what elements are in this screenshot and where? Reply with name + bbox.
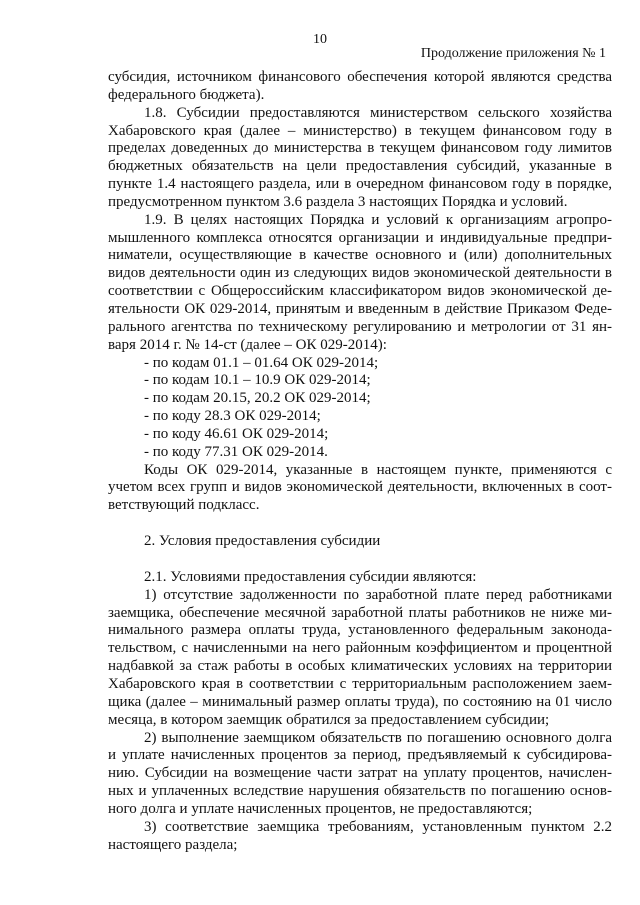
text-line: ниматели, осуществляющие в качестве основного и (или) дополнительных — [108, 247, 612, 264]
text-line: субсидия, источником финансового обеспечения которой являются средства — [108, 69, 612, 85]
text-line: надбавкой за стаж работы в особых климатических условиях на территории — [108, 658, 612, 675]
text-line: Хабаровского края (далее – министерство) в текущем финансовом году в — [108, 122, 612, 139]
text-line: ветствующий подкласс. — [108, 497, 260, 514]
page-number: 10 — [313, 32, 327, 47]
text-line: 1.8. Субсидии предоставляются министерством сельского хозяйства — [144, 104, 612, 121]
text-line: ятельности ОК 029-2014, принятым и введенным в действие Приказом Феде- — [108, 300, 612, 317]
text-line: мышленного комплекса относятся организации и индивидуальные предпри- — [108, 229, 612, 246]
text-line: настоящего раздела; — [108, 836, 238, 853]
text-line: месяца, в котором заемщик обратился за предоставлением субсидии; — [108, 711, 550, 728]
text-line: щика (далее – минимальный размер оплаты труда), по состоянию на 01 число — [108, 693, 612, 710]
text-line: и уплате начисленных процентов за период, предъявляемый к субсидирова- — [108, 747, 612, 764]
text-line: бюджетных обязательств на цели предоставления субсидий, указанные в — [108, 158, 612, 175]
body-text — [108, 69, 612, 854]
text-line: 3) соответствие заемщика требованиям, установленным пунктом 2.2 — [144, 818, 612, 835]
text-line: рального агентства по техническому регулированию и метрологии от 31 ян- — [108, 318, 612, 335]
paragraph-gap — [108, 551, 612, 569]
text-line: нию. Субсидии на возмещение части затрат на уплату процентов, начислен- — [108, 765, 612, 782]
text-line: 2) выполнение заемщиком обязательств по погашению основного долга — [144, 729, 612, 746]
text-line: нимального размера оплаты труда, установленного федеральным законода- — [108, 622, 612, 639]
list-item: - по коду 46.61 ОК 029-2014; — [144, 425, 329, 442]
text-line: 1.9. В целях настоящих Порядка и условий к организациям агропро- — [144, 211, 612, 228]
list-item: - по кодам 01.1 – 01.64 ОК 029-2014; — [144, 354, 379, 371]
list-item: - по коду 77.31 ОК 029-2014. — [144, 443, 328, 460]
text-line: 1) отсутствие задолженности по заработной плате перед работниками — [144, 586, 612, 603]
text-line: Коды ОК 029-2014, указанные в настоящем пункте, применяются с — [144, 461, 612, 478]
text-line: учетом всех групп и видов экономической деятельности, включенных в соот- — [108, 479, 612, 496]
list-item: - по кодам 10.1 – 10.9 ОК 029-2014; — [144, 372, 371, 389]
text-line: видов деятельности один из следующих видов экономической деятельности в — [108, 265, 612, 282]
text-line: ного долга и уплате начисленных процентов, не предоставляются; — [108, 800, 533, 817]
text-line: заемщика, обеспечение месячной заработной платы работников не ниже ми- — [108, 604, 612, 621]
text-line: пределах доведенных до министерства в текущем финансовом году лимитов — [108, 140, 612, 157]
text-line: Хабаровского края в соответствии с территориальным расположением заем- — [108, 676, 612, 692]
text-line: тельством, с начисленными на него районным коэффициентом и процентной — [108, 640, 612, 657]
section-heading: 2. Условия предоставления субсидии — [144, 533, 381, 550]
running-head: Продолжение приложения № 1 — [420, 46, 606, 61]
text-line: пункте 1.4 настоящего раздела, или в очередном финансовом году в порядке, — [108, 176, 612, 193]
text-line: предусмотренном пунктом 3.6 раздела 3 настоящих Порядка и условий. — [108, 193, 568, 210]
text-line: 2.1. Условиями предоставления субсидии являются: — [144, 568, 477, 585]
text-line: федерального бюджета). — [108, 86, 265, 103]
list-item: - по кодам 20.15, 20.2 ОК 029-2014; — [144, 390, 371, 407]
text-line: ных и уплаченных вследствие нарушения обязательств по погашению основ- — [108, 783, 612, 800]
paragraph-gap — [108, 515, 612, 533]
text-line: соответствии с Общероссийским классификатором видов экономической де- — [108, 283, 612, 300]
text-line: варя 2014 г. № 14-ст (далее – ОК 029-2014): — [108, 336, 387, 353]
list-item: - по коду 28.3 ОК 029-2014; — [144, 408, 321, 425]
